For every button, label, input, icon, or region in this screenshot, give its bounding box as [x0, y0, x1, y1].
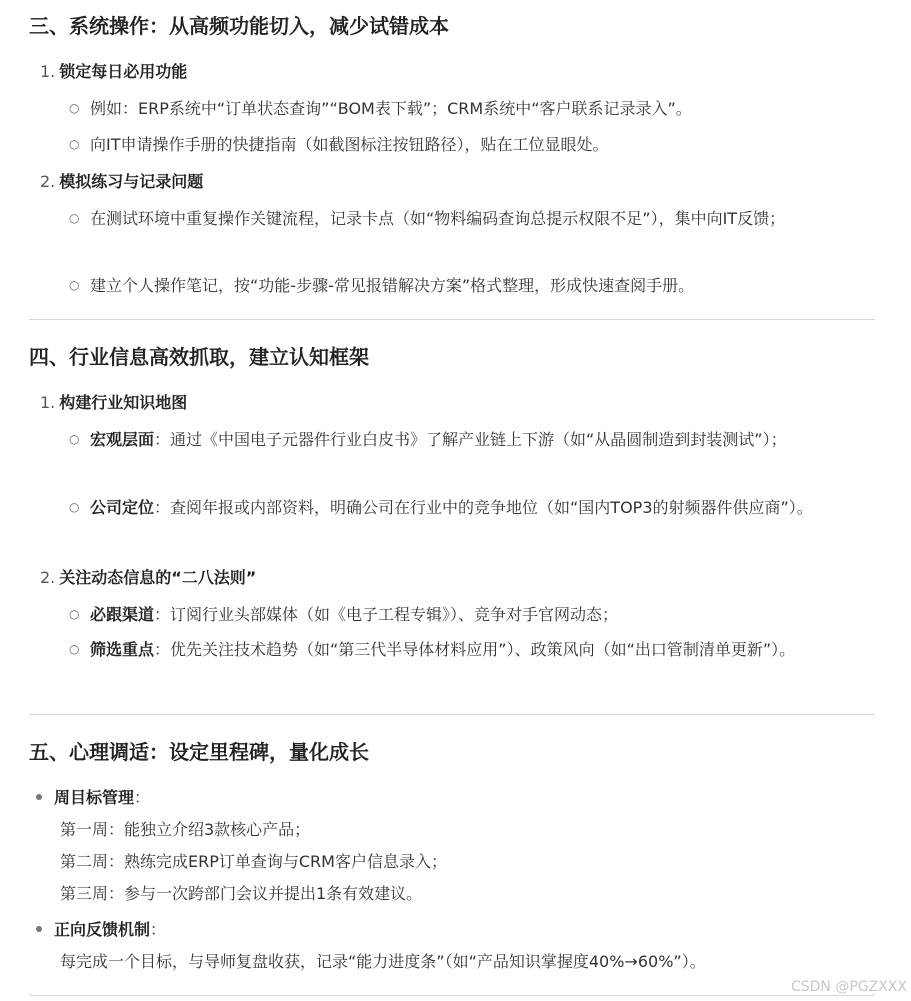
circle-bullet-icon: ○ — [69, 607, 80, 621]
sub-list-item — [69, 422, 829, 457]
sub-item-text: 向IT申请操作手册的快捷指南（如截图标注按钮路径），贴在工位显眼处。 — [90, 135, 609, 154]
sub-item-body: ：通过《中国电子元器件行业白皮书》了解产业链上下游（如“从晶圆制造到封装测试”）； — [154, 430, 787, 449]
list-item-title: 关注动态信息的“二八法则” — [59, 568, 257, 587]
section-heading-4: 四、行业信息高效抓取，建立认知框架 — [29, 345, 369, 369]
ordered-item-title — [40, 566, 256, 590]
bullet-detail-line: 第一周：能独立介绍3款核心产品； — [60, 820, 311, 839]
list-item-title: 锁定每日必用功能 — [59, 62, 188, 81]
ordered-item-title — [40, 170, 203, 194]
sub-item-bold: 筛选重点 — [90, 640, 155, 659]
bullet-list-item — [36, 786, 150, 810]
circle-bullet-icon: ○ — [69, 432, 80, 446]
watermark: CSDN @PGZXXX — [790, 979, 907, 995]
bullet-item-suffix: ： — [150, 920, 167, 939]
circle-bullet-icon: ○ — [69, 101, 80, 115]
section-heading-5: 五、心理调适：设定里程碑，量化成长 — [29, 740, 369, 764]
sub-item-text: 建立个人操作笔记，按“功能-步骤-常见报错解决方案”格式整理，形成快速查阅手册。 — [90, 276, 695, 295]
sub-item-body: ：查阅年报或内部资料，明确公司在行业中的竞争地位（如“国内TOP3的射频器件供应商”）。 — [154, 498, 813, 517]
bullet-item-bold: 周目标管理 — [54, 788, 135, 807]
list-number: 2. — [40, 172, 56, 191]
sub-list-item — [69, 268, 859, 303]
sub-item-body: ：订阅行业头部媒体（如《电子工程专辑》）、竞争对手官网动态； — [154, 605, 619, 624]
sub-list-item — [69, 632, 839, 667]
sub-item-bold: 宏观层面 — [90, 430, 155, 449]
list-number: 1. — [40, 62, 56, 81]
sub-item-text — [90, 422, 829, 457]
divider — [29, 319, 875, 320]
circle-bullet-icon: ○ — [69, 137, 80, 151]
circle-bullet-icon: ○ — [69, 642, 80, 656]
sub-item-text — [90, 632, 839, 667]
bullet-dot-icon — [36, 926, 42, 932]
sub-list-item — [69, 127, 859, 162]
circle-bullet-icon: ○ — [69, 500, 80, 514]
sub-list-item — [69, 201, 854, 236]
divider — [29, 714, 875, 715]
sub-list-item — [69, 490, 859, 525]
sub-item-text — [90, 597, 859, 632]
ordered-item-title — [40, 391, 187, 415]
list-item-title: 构建行业知识地图 — [59, 393, 188, 412]
bullet-dot-icon — [36, 794, 42, 800]
sub-list-item — [69, 597, 859, 632]
sub-item-body: ：优先关注技术趋势（如“第三代半导体材料应用”）、政策风向（如“出口管制清单更新”）。 — [154, 640, 796, 659]
list-item-title: 模拟练习与记录问题 — [59, 172, 204, 191]
sub-item-bold: 必跟渠道 — [90, 605, 155, 624]
bullet-item-bold: 正向反馈机制 — [54, 920, 151, 939]
list-number: 2. — [40, 568, 56, 587]
sub-item-text: 在测试环境中重复操作关键流程，记录卡点（如“物料编码查询总提示权限不足”），集中向IT反馈； — [90, 209, 786, 228]
bullet-detail-line: 第二周：熟练完成ERP订单查询与CRM客户信息录入； — [60, 852, 447, 871]
list-number: 1. — [40, 393, 56, 412]
sub-item-text — [90, 490, 859, 525]
bullet-detail-line: 第三周：参与一次跨部门会议并提出1条有效建议。 — [60, 884, 423, 903]
circle-bullet-icon: ○ — [69, 211, 80, 225]
section-heading-3: 三、系统操作：从高频功能切入，减少试错成本 — [29, 14, 449, 38]
sub-item-bold: 公司定位 — [90, 498, 155, 517]
bullet-list-item — [36, 918, 166, 942]
sub-list-item — [69, 91, 859, 126]
bullet-item-suffix: ： — [134, 788, 151, 807]
divider — [29, 995, 875, 996]
sub-item-text: 例如：ERP系统中“订单状态查询”“BOM表下载”；CRM系统中“客户联系记录录入”。 — [90, 99, 692, 118]
circle-bullet-icon: ○ — [69, 278, 80, 292]
ordered-item-title — [40, 60, 187, 84]
bullet-detail-line: 每完成一个目标，与导师复盘收获，记录“能力进度条”（如“产品知识掌握度40%→60%”）。 — [60, 952, 706, 971]
